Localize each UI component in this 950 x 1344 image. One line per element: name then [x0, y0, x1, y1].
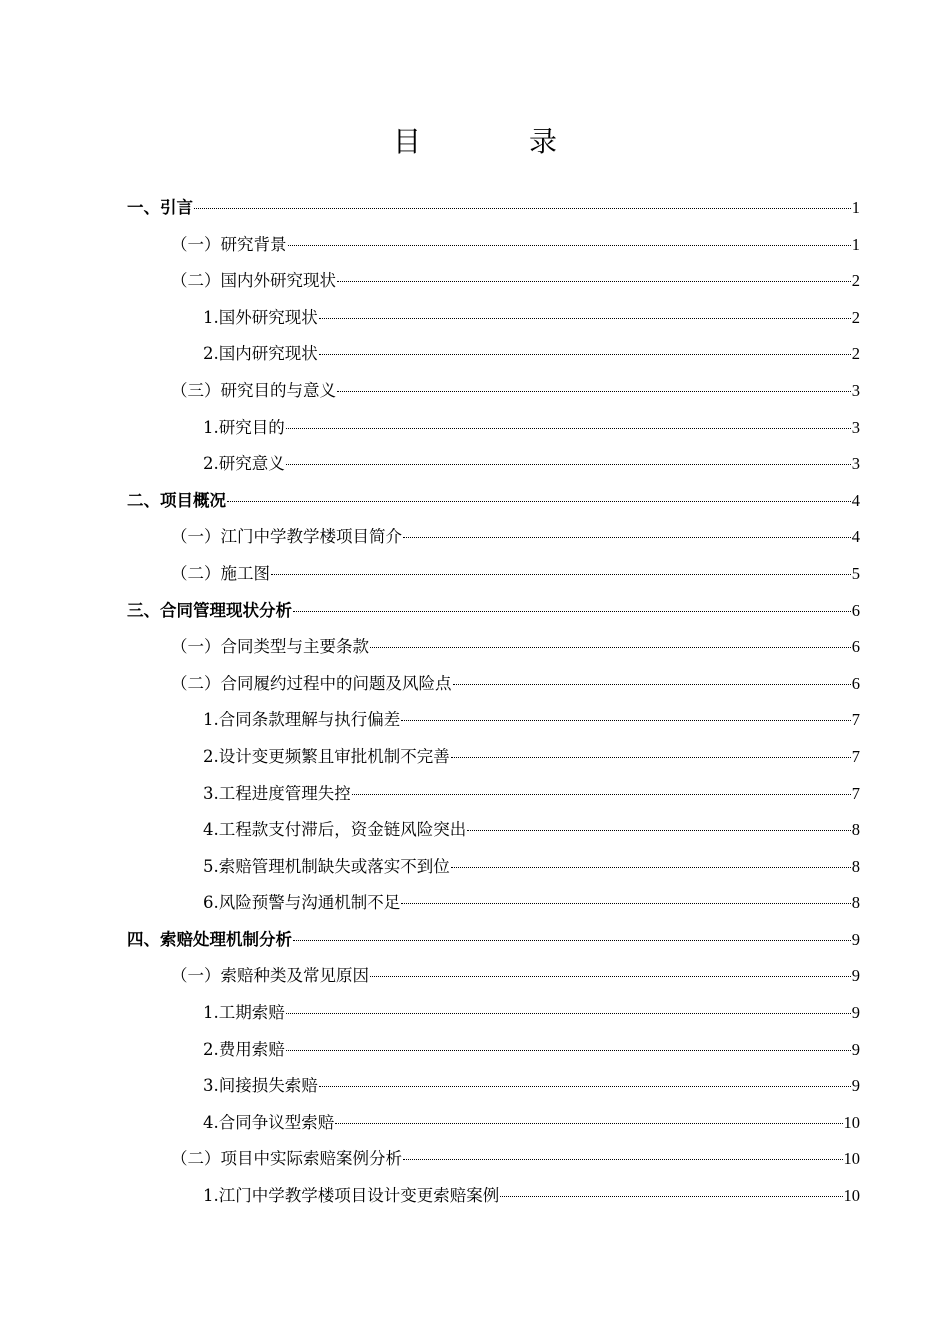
- toc-entry-page-number: 7: [851, 746, 860, 766]
- dot-leader: [288, 245, 851, 246]
- dot-leader: [319, 318, 851, 319]
- toc-entry[interactable]: [127, 849, 860, 886]
- toc-entry[interactable]: [127, 1141, 860, 1178]
- dot-leader: [337, 281, 851, 282]
- dot-leader: [286, 464, 851, 465]
- toc-entry[interactable]: [127, 556, 860, 593]
- dot-leader: [401, 903, 851, 904]
- toc-entry[interactable]: [127, 263, 860, 300]
- toc-entry-page-number: 6: [851, 637, 860, 657]
- toc-entry[interactable]: [127, 190, 860, 227]
- toc-entry[interactable]: [127, 227, 860, 264]
- toc-entry[interactable]: [127, 300, 860, 337]
- toc-entry-page-number: 10: [843, 1149, 860, 1169]
- toc-entry-page-number: 10: [843, 1112, 860, 1132]
- dot-leader: [319, 1086, 851, 1087]
- toc-entry[interactable]: [127, 446, 860, 483]
- toc-entry[interactable]: [127, 666, 860, 703]
- toc-entry-label: 6.风险预警与沟通机制不足: [203, 893, 401, 913]
- dot-leader: [286, 1050, 851, 1051]
- toc-entry-page-number: 8: [851, 856, 860, 876]
- toc-entry-label: 三、合同管理现状分析: [127, 600, 292, 620]
- toc-entry-page-number: 8: [851, 893, 860, 913]
- toc-entry-page-number: 7: [851, 783, 860, 803]
- dot-leader: [293, 611, 851, 612]
- toc-entry-label: 2.国内研究现状: [203, 344, 318, 364]
- toc-entry-label: 1.合同条款理解与执行偏差: [203, 710, 401, 730]
- dot-leader: [319, 354, 851, 355]
- dot-leader: [194, 208, 851, 209]
- toc-entry-label: （二）国内外研究现状: [171, 271, 336, 291]
- dot-leader: [401, 720, 851, 721]
- toc-entry-page-number: 3: [851, 380, 860, 400]
- toc-title: 目 录: [392, 125, 597, 158]
- toc-entry-page-number: 1: [851, 234, 860, 254]
- toc-entry-page-number: 2: [851, 344, 860, 364]
- toc-entry-page-number: 8: [851, 820, 860, 840]
- toc-entry-label: 4.合同争议型索赔: [203, 1112, 335, 1132]
- toc-entry-page-number: 4: [851, 490, 860, 510]
- toc-entry[interactable]: [127, 739, 860, 776]
- toc-entry-label: 1.工期索赔: [203, 1003, 285, 1023]
- dot-leader: [335, 1123, 842, 1124]
- toc-list: [127, 190, 860, 1215]
- dot-leader: [352, 794, 851, 795]
- toc-entry-label: 5.索赔管理机制缺失或落实不到位: [203, 856, 450, 876]
- toc-entry[interactable]: [127, 483, 860, 520]
- toc-entry[interactable]: [127, 1032, 860, 1069]
- toc-entry-label: 1.研究目的: [203, 417, 285, 437]
- toc-entry[interactable]: [127, 702, 860, 739]
- toc-entry-label: 四、索赔处理机制分析: [127, 929, 292, 949]
- toc-entry[interactable]: [127, 995, 860, 1032]
- toc-entry[interactable]: [127, 812, 860, 849]
- toc-entry[interactable]: [127, 776, 860, 813]
- toc-entry[interactable]: [127, 410, 860, 447]
- toc-entry[interactable]: [127, 958, 860, 995]
- toc-entry[interactable]: [127, 1068, 860, 1105]
- dot-leader: [286, 1013, 851, 1014]
- toc-entry-label: （一）江门中学教学楼项目简介: [171, 527, 402, 547]
- dot-leader: [227, 501, 851, 502]
- dot-leader: [293, 940, 851, 941]
- dot-leader: [271, 574, 851, 575]
- toc-entry[interactable]: [127, 336, 860, 373]
- toc-entry-label: （二）项目中实际索赔案例分析: [171, 1149, 402, 1169]
- dot-leader: [403, 537, 851, 538]
- toc-entry-label: 2.研究意义: [203, 454, 285, 474]
- dot-leader: [500, 1196, 842, 1197]
- dot-leader: [370, 647, 851, 648]
- toc-entry-label: 3.工程进度管理失控: [203, 783, 351, 803]
- toc-entry-page-number: 6: [851, 600, 860, 620]
- toc-entry-label: （二）合同履约过程中的问题及风险点: [171, 673, 452, 693]
- toc-entry-label: 1.国外研究现状: [203, 307, 318, 327]
- toc-entry-page-number: 4: [851, 527, 860, 547]
- toc-entry[interactable]: [127, 629, 860, 666]
- toc-entry-page-number: 9: [851, 1076, 860, 1096]
- toc-entry-page-number: 9: [851, 966, 860, 986]
- dot-leader: [467, 830, 851, 831]
- toc-entry-label: 3.间接损失索赔: [203, 1076, 318, 1096]
- toc-entry-page-number: 9: [851, 1039, 860, 1059]
- dot-leader: [451, 757, 851, 758]
- toc-entry-label: 4.工程款支付滞后，资金链风险突出: [203, 820, 467, 840]
- toc-entry-page-number: 7: [851, 710, 860, 730]
- toc-entry-page-number: 5: [851, 563, 860, 583]
- dot-leader: [337, 391, 851, 392]
- toc-entry-page-number: 9: [851, 1003, 860, 1023]
- toc-entry-page-number: 2: [851, 271, 860, 291]
- dot-leader: [370, 976, 851, 977]
- toc-entry-label: （一）研究背景: [171, 234, 287, 254]
- toc-entry[interactable]: [127, 593, 860, 630]
- toc-entry-label: 2.费用索赔: [203, 1039, 285, 1059]
- toc-entry-page-number: 2: [851, 307, 860, 327]
- toc-entry-page-number: 3: [851, 417, 860, 437]
- toc-entry-page-number: 3: [851, 454, 860, 474]
- toc-entry[interactable]: [127, 373, 860, 410]
- toc-entry[interactable]: [127, 922, 860, 959]
- dot-leader: [286, 428, 851, 429]
- toc-entry-label: （三）研究目的与意义: [171, 380, 336, 400]
- toc-entry-page-number: 10: [843, 1186, 860, 1206]
- toc-entry[interactable]: [127, 1178, 860, 1215]
- toc-entry-label: （一）索赔种类及常见原因: [171, 966, 369, 986]
- toc-entry-label: 一、引言: [127, 198, 193, 217]
- dot-leader: [451, 867, 851, 868]
- toc-entry-label: 1.江门中学教学楼项目设计变更索赔案例: [203, 1186, 500, 1206]
- toc-entry[interactable]: [127, 885, 860, 922]
- toc-entry-label: 2.设计变更频繁且审批机制不完善: [203, 746, 450, 766]
- toc-entry[interactable]: [127, 1105, 860, 1142]
- toc-entry-label: （二）施工图: [171, 563, 270, 583]
- toc-entry[interactable]: [127, 519, 860, 556]
- toc-entry-page-number: 1: [851, 198, 860, 217]
- toc-entry-page-number: 6: [851, 673, 860, 693]
- dot-leader: [453, 684, 851, 685]
- toc-entry-label: （一）合同类型与主要条款: [171, 637, 369, 657]
- dot-leader: [403, 1159, 843, 1160]
- toc-entry-label: 二、项目概况: [127, 490, 226, 510]
- toc-entry-page-number: 9: [851, 929, 860, 949]
